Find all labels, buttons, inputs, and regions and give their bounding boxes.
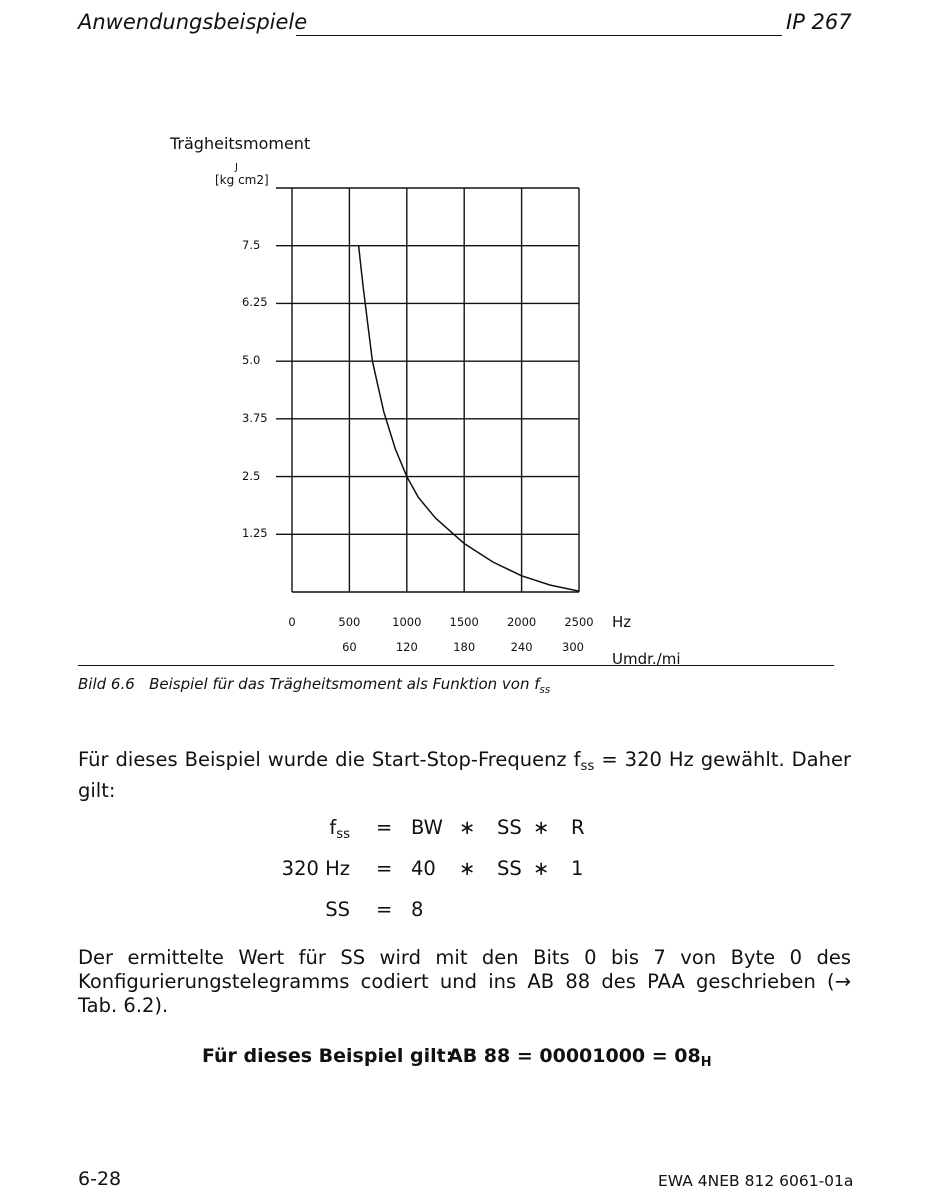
para1-subscript: ss bbox=[580, 759, 595, 774]
x-axis-unit: Hz bbox=[612, 613, 632, 631]
y-tick-2.5: 2.5 bbox=[242, 468, 261, 483]
eq1-equals: = bbox=[376, 816, 393, 839]
para1-text-a: Für dieses Beispiel wurde die Start-Stop-Frequenz f bbox=[78, 748, 581, 771]
result-value-text: AB 88 = 00001000 = 08 bbox=[448, 1045, 701, 1067]
x2-tick-60: 60 bbox=[342, 640, 357, 654]
caption-subscript: ss bbox=[539, 685, 551, 696]
eq2-term-c: 1 bbox=[571, 857, 584, 880]
x2-axis-unit: Umdr./mi bbox=[612, 650, 681, 668]
x2-tick-120: 120 bbox=[395, 640, 418, 654]
eq1-term-a: BW bbox=[411, 816, 443, 839]
x2-tick-180: 180 bbox=[453, 640, 476, 654]
eq2-equals: = bbox=[376, 857, 393, 880]
eq1-lhs-sub: ss bbox=[336, 827, 350, 842]
eq1-term-c: R bbox=[571, 816, 585, 839]
x-tick-1500: 1500 bbox=[449, 615, 479, 629]
y-tick-7.5: 7.5 bbox=[242, 237, 261, 252]
caption-number: Bild 6.6 bbox=[78, 675, 135, 693]
eq1-lhs-symbol: f bbox=[329, 816, 337, 839]
y-unit-symbol: J bbox=[235, 162, 238, 173]
eq2-term-a: 40 bbox=[411, 857, 436, 880]
y-unit-label: [kg cm2] bbox=[215, 173, 269, 187]
footer-document-number: EWA 4NEB 812 6061-01a bbox=[658, 1172, 854, 1190]
x2-tick-240: 240 bbox=[510, 640, 533, 654]
footer-page-number: 6-28 bbox=[78, 1168, 122, 1190]
paragraph-frequency bbox=[78, 748, 851, 803]
x-tick-2500: 2500 bbox=[564, 615, 594, 629]
figure-rule bbox=[78, 665, 834, 666]
eq1-mult1: ∗ bbox=[459, 816, 476, 839]
eq1-term-b: SS bbox=[497, 816, 522, 839]
x-tick-0: 0 bbox=[288, 615, 296, 629]
eq1-mult2: ∗ bbox=[533, 816, 550, 839]
header-section-title: Anwendungsbeispiele bbox=[78, 10, 308, 34]
x-tick-500: 500 bbox=[338, 615, 361, 629]
header-document-id: IP 267 bbox=[786, 10, 852, 34]
caption-text: Beispiel für das Trägheitsmoment als Funktion von f bbox=[149, 675, 540, 693]
chart-title: Trägheitsmoment bbox=[170, 134, 311, 153]
result-value-sub: H bbox=[700, 1055, 712, 1070]
eq2-mult2: ∗ bbox=[533, 857, 550, 880]
x-tick-2000: 2000 bbox=[506, 615, 537, 629]
chart-grid bbox=[276, 188, 579, 592]
eq1-lhs bbox=[230, 816, 350, 842]
eq2-term-b: SS bbox=[497, 857, 522, 880]
y-tick-3.75: 3.75 bbox=[242, 410, 268, 425]
eq3-term-a: 8 bbox=[411, 898, 424, 921]
y-tick-5.0: 5.0 bbox=[242, 353, 261, 368]
eq2-lhs: 320 Hz bbox=[281, 857, 350, 880]
figure-caption bbox=[78, 675, 550, 696]
result-label: Für dieses Beispiel gilt: bbox=[202, 1045, 454, 1067]
result-value bbox=[448, 1045, 712, 1070]
eq3-lhs: SS bbox=[325, 898, 350, 921]
eq3-equals: = bbox=[376, 898, 393, 921]
eq2-mult1: ∗ bbox=[459, 857, 476, 880]
x-tick-1000: 1000 bbox=[392, 615, 422, 629]
para1-text-b: = 320 Hz gewählt. Daher gilt: bbox=[78, 748, 851, 802]
y-tick-6.25: 6.25 bbox=[242, 295, 268, 310]
x2-tick-300: 300 bbox=[562, 640, 584, 654]
y-tick-1.25: 1.25 bbox=[242, 526, 268, 541]
paragraph-encoding: Der ermittelte Wert für SS wird mit den Bits 0 bis 7 von Byte 0 des Konfigurierungstelegramms codiert und ins AB 88 des PAA geschrieben (→ Tab. 6.2). bbox=[78, 946, 851, 1017]
